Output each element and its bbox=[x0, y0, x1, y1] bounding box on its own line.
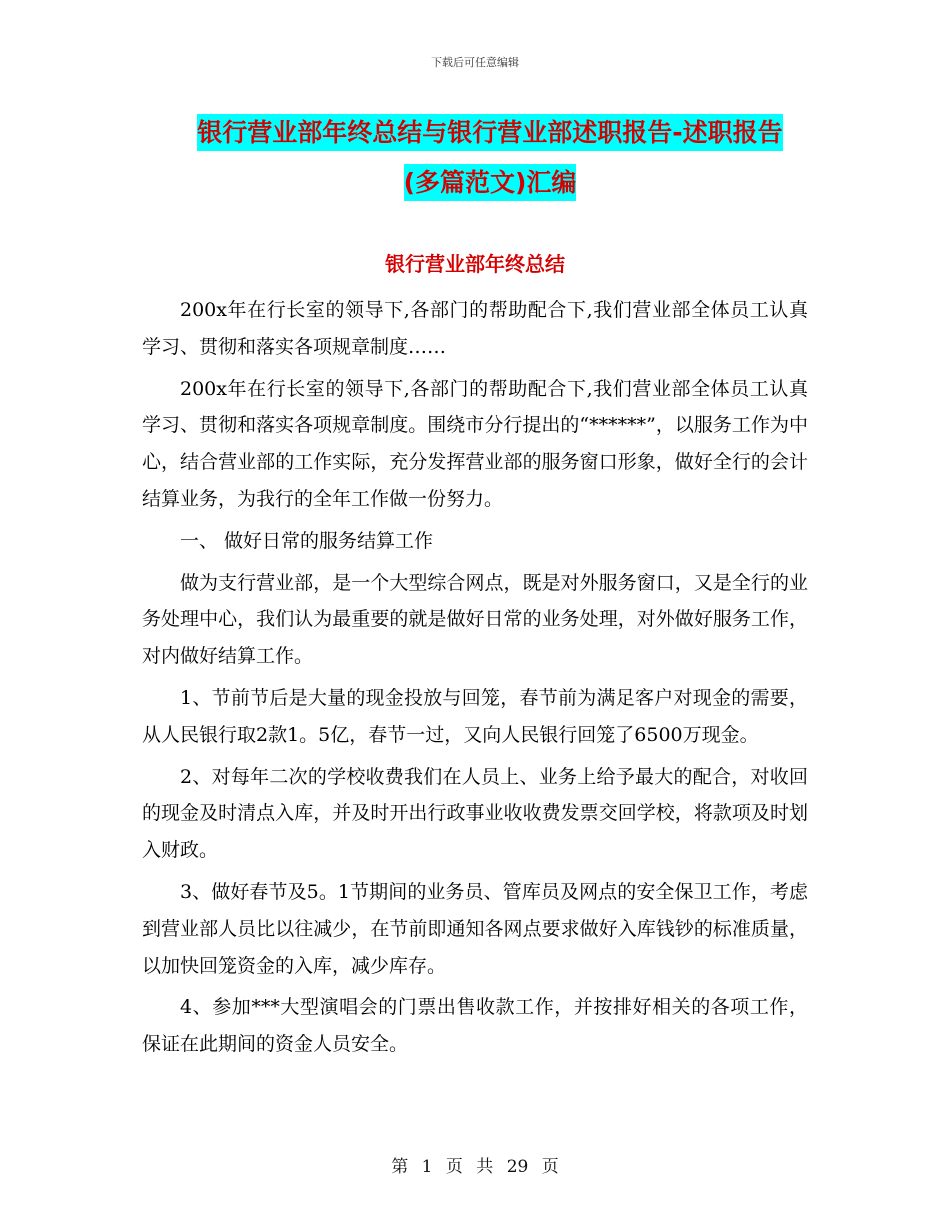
page-number bbox=[0, 1152, 950, 1177]
section-title: 银行营业部年终总结 bbox=[385, 252, 565, 276]
paragraph: 4、参加***大型演唱会的门票出售收款工作，并按排好相关的各项工作，保证在此期间的资金人员安全。 bbox=[142, 996, 808, 1056]
paragraph: 200x年在行长室的领导下,各部门的帮助配合下,我们营业部全体员工认真学习、贯彻和落实各项规章制度…… bbox=[142, 299, 808, 358]
paragraph: 200x年在行长室的领导下,各部门的帮助配合下,我们营业部全体员工认真学习、贯彻和落实各项规章制度。围绕市分行提出的“******”，以服务工作为中心，结合营业部的工作实际，充分发挥营业部的服务窗口形象，做好全行的会计结算业务，为我行的全年工作做一份努力。 bbox=[142, 377, 808, 510]
paragraph: 做为支行营业部，是一个大型综合网点，既是对外服务窗口，又是全行的业务处理中心，我们认为最重要的就是做好日常的业务处理，对外做好服务工作，对内做好结算工作。 bbox=[142, 571, 808, 668]
page-total-prefix: 共 bbox=[476, 1157, 494, 1177]
page-label-mid: 页 bbox=[445, 1157, 463, 1177]
paragraph: 2、对每年二次的学校收费我们在人员上、业务上给予最大的配合，对收回的现金及时清点入库，并及时开出行政事业收收费发票交回学校，将款项及时划入财政。 bbox=[142, 765, 808, 862]
document-title-line1: 银行营业部年终总结与银行营业部述职报告-述职报告 bbox=[197, 114, 782, 151]
section-heading: 一、 做好日常的服务结算工作 bbox=[180, 529, 434, 552]
page-total: 29 bbox=[506, 1157, 529, 1177]
page-label-suffix: 页 bbox=[541, 1157, 559, 1177]
page-current: 1 bbox=[421, 1157, 433, 1177]
page-label-prefix: 第 bbox=[391, 1157, 409, 1177]
document-body bbox=[142, 292, 808, 1068]
header-note: 下载后可任意编辑 bbox=[431, 56, 519, 69]
paragraph: 3、做好春节及5。1节期间的业务员、管库员及网点的安全保卫工作，考虑到营业部人员比以往减少，在节前即通知各网点要求做好入库钱钞的标准质量，以加快回笼资金的入库，减少库存。 bbox=[142, 880, 808, 977]
document-title-line2: (多篇范文)汇编 bbox=[404, 164, 577, 201]
paragraph: 1、节前节后是大量的现金投放与回笼，春节前为满足客户对现金的需要，从人民银行取2款1。5亿，春节一过，又向人民银行回笼了6500万现金。 bbox=[142, 686, 808, 746]
document-title bbox=[140, 108, 840, 208]
